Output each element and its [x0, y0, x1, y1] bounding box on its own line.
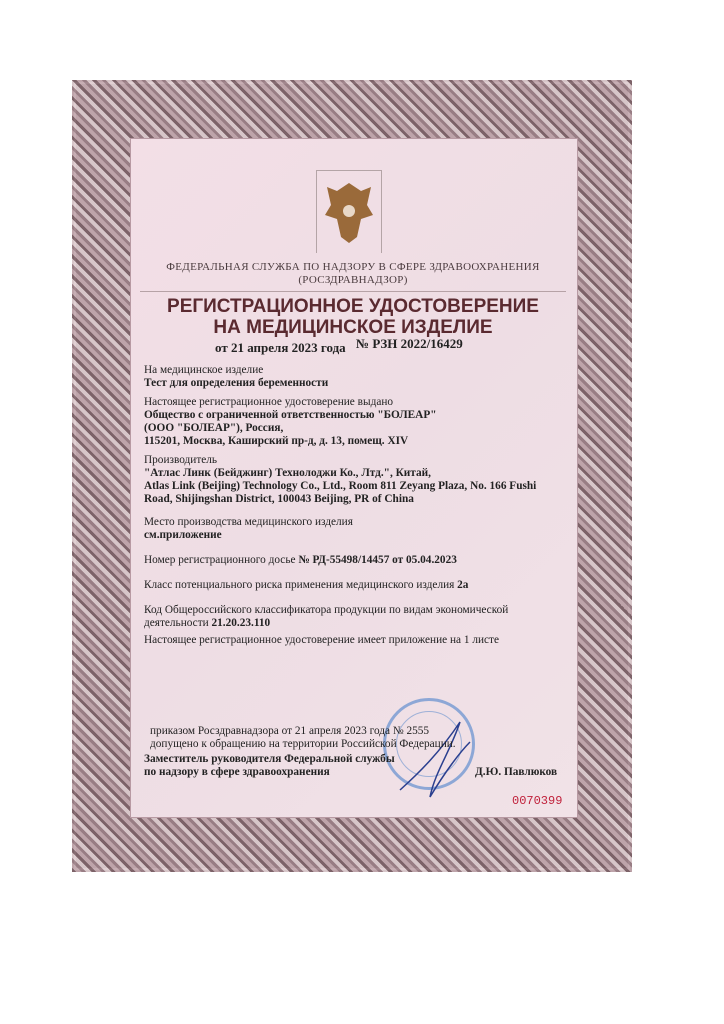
dossier-label: Номер регистрационного досье [144, 554, 299, 566]
signer-position: Заместитель руководителя Федеральной службы [144, 753, 395, 765]
okp-value: 21.20.23.110 [211, 617, 271, 629]
signer-position: по надзору в сфере здравоохранения [144, 766, 330, 778]
risk-label: Класс потенциального риска применения медицинского изделия [144, 579, 458, 591]
title-line2: НА МЕДИЦИНСКОЕ ИЗДЕЛИЕ [213, 317, 493, 338]
issued-label: Настоящее регистрационное удостоверение выдано [144, 396, 394, 408]
title-line1: РЕГИСТРАЦИОННОЕ УДОСТОВЕРЕНИЕ [167, 296, 539, 317]
admitted-text: допущено к обращению на территории Российской Федерации. [150, 738, 456, 750]
risk-value: 2а [457, 579, 469, 591]
certificate-number: № РЗН 2022/16429 [356, 336, 463, 351]
order-text: приказом Росздравнадзора от 21 апреля 2023 года № 2555 [150, 725, 430, 737]
signer-name: Д.Ю. Павлюков [475, 766, 558, 778]
issued-line: Общество с ограниченной ответственностью "БОЛЕАР" [144, 409, 437, 421]
maker-line: Road, Shijingshan District, 100043 Beijing, PR of China [144, 493, 414, 505]
place-value: см.приложение [144, 529, 222, 541]
okp-label: Код Общероссийского классификатора продукции по видам экономической [144, 604, 509, 616]
maker-label: Производитель [144, 454, 218, 466]
appendix-note: Настоящее регистрационное удостоверение имеет приложение на 1 листе [144, 634, 499, 646]
coat-of-arms-emblem [316, 170, 382, 253]
place-label: Место производства медицинского изделия [144, 516, 353, 528]
device-label: На медицинское изделие [144, 364, 264, 376]
issued-line: 115201, Москва, Каширский пр-д, д. 13, помещ. XIV [144, 435, 409, 447]
okp-label: деятельности [144, 617, 212, 629]
maker-line: "Атлас Линк (Бейджинг) Технолоджи Ко., Лтд.", Китай, [144, 467, 431, 479]
issued-line: (ООО "БОЛЕАР"), Россия, [144, 422, 284, 434]
certificate-date: от 21 апреля 2023 года [215, 340, 346, 355]
device-name: Тест для определения беременности [144, 377, 329, 389]
divider [140, 291, 566, 292]
agency-name: ФЕДЕРАЛЬНАЯ СЛУЖБА ПО НАДЗОРУ В СФЕРЕ ЗДРАВООХРАНЕНИЯ [166, 261, 540, 273]
serial-number: 0070399 [512, 794, 563, 808]
dossier-value: № РД-55498/14457 от 05.04.2023 [298, 554, 457, 566]
agency-short: (РОСЗДРАВНАДЗОР) [298, 274, 408, 286]
maker-line: Atlas Link (Beijing) Technology Co., Ltd., Room 811 Zeyang Plaza, No. 166 Fushi [144, 480, 537, 492]
